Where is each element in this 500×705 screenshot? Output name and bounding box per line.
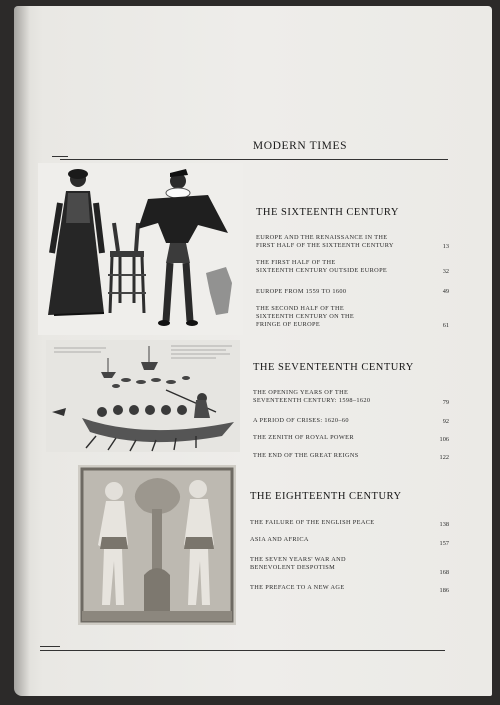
toc-page-number: 13 xyxy=(442,243,449,250)
section-title-sixteenth-century: THE SIXTEENTH CENTURY xyxy=(256,207,399,218)
toc-item-line: THE SECOND HALF OF THE xyxy=(256,305,345,312)
toc-item[interactable] xyxy=(253,417,349,425)
toc-page-number: 168 xyxy=(439,569,449,576)
toc-item-line: SIXTEENTH CENTURY OUTSIDE EUROPE xyxy=(256,267,388,275)
toc-item-line: THE FIRST HALF OF THE xyxy=(256,259,336,266)
page-title: MODERN TIMES xyxy=(252,140,348,152)
toc-item[interactable] xyxy=(256,288,346,296)
toc-item[interactable] xyxy=(256,234,394,250)
galley-ships-illustration xyxy=(46,340,240,452)
toc-item-line: THE END OF THE GREAT REIGNS xyxy=(253,452,359,459)
toc-item[interactable] xyxy=(256,259,387,275)
toc-page-number: 157 xyxy=(439,540,449,547)
toc-page-number: 186 xyxy=(439,587,449,594)
adam-and-eve-relief-illustration xyxy=(78,465,236,625)
toc-item-line: THE OPENING YEARS OF THE xyxy=(253,389,349,396)
toc-page-number: 92 xyxy=(442,418,449,425)
toc-item-line: ASIA AND AFRICA xyxy=(250,536,309,543)
spine-shadow xyxy=(14,6,30,696)
toc-item[interactable] xyxy=(250,556,346,572)
footer-rule-stub xyxy=(40,646,60,647)
toc-item-line: THE ZENITH OF ROYAL POWER xyxy=(253,434,354,441)
header-rule xyxy=(60,159,448,160)
toc-item-line: FRINGE OF EUROPE xyxy=(256,321,321,329)
toc-item-line: EUROPE FROM 1559 TO 1600 xyxy=(256,288,347,295)
section-title-eighteenth-century: THE EIGHTEENTH CENTURY xyxy=(250,491,402,502)
header-rule-stub xyxy=(52,156,68,157)
toc-item[interactable] xyxy=(253,452,359,460)
elizabethan-courtiers-illustration xyxy=(38,163,243,335)
toc-item-line: BENEVOLENT DESPOTISM xyxy=(250,564,336,572)
toc-page-number: 49 xyxy=(442,288,449,295)
toc-item[interactable] xyxy=(253,434,354,442)
toc-item-line: FIRST HALF OF THE SIXTEENTH CENTURY xyxy=(256,242,394,250)
section-title-seventeenth-century: THE SEVENTEENTH CENTURY xyxy=(253,362,414,373)
toc-item-line: EUROPE AND THE RENAISSANCE IN THE xyxy=(256,234,388,241)
toc-page-number: 138 xyxy=(439,521,449,528)
toc-item-line: THE SEVEN YEARS' WAR AND xyxy=(250,556,346,563)
toc-item[interactable] xyxy=(253,389,370,405)
toc-item-line: A PERIOD OF CRISES: 1620–60 xyxy=(253,417,349,424)
toc-page-number: 32 xyxy=(442,268,449,275)
toc-page-number: 79 xyxy=(442,399,449,406)
toc-item-line: THE FAILURE OF THE ENGLISH PEACE xyxy=(250,519,375,526)
toc-item[interactable] xyxy=(250,584,345,592)
toc-item-line: THE PREFACE TO A NEW AGE xyxy=(250,584,345,591)
toc-item-line: SEVENTEENTH CENTURY: 1598–1620 xyxy=(253,397,371,405)
toc-page-number: 106 xyxy=(439,436,449,443)
toc-item[interactable] xyxy=(256,305,354,330)
toc-page-number: 61 xyxy=(442,322,449,329)
toc-item-line: SIXTEENTH CENTURY ON THE xyxy=(256,313,355,321)
toc-page-number: 122 xyxy=(439,454,449,461)
toc-item[interactable] xyxy=(250,536,309,544)
footer-rule xyxy=(40,650,445,651)
toc-item[interactable] xyxy=(250,519,374,527)
